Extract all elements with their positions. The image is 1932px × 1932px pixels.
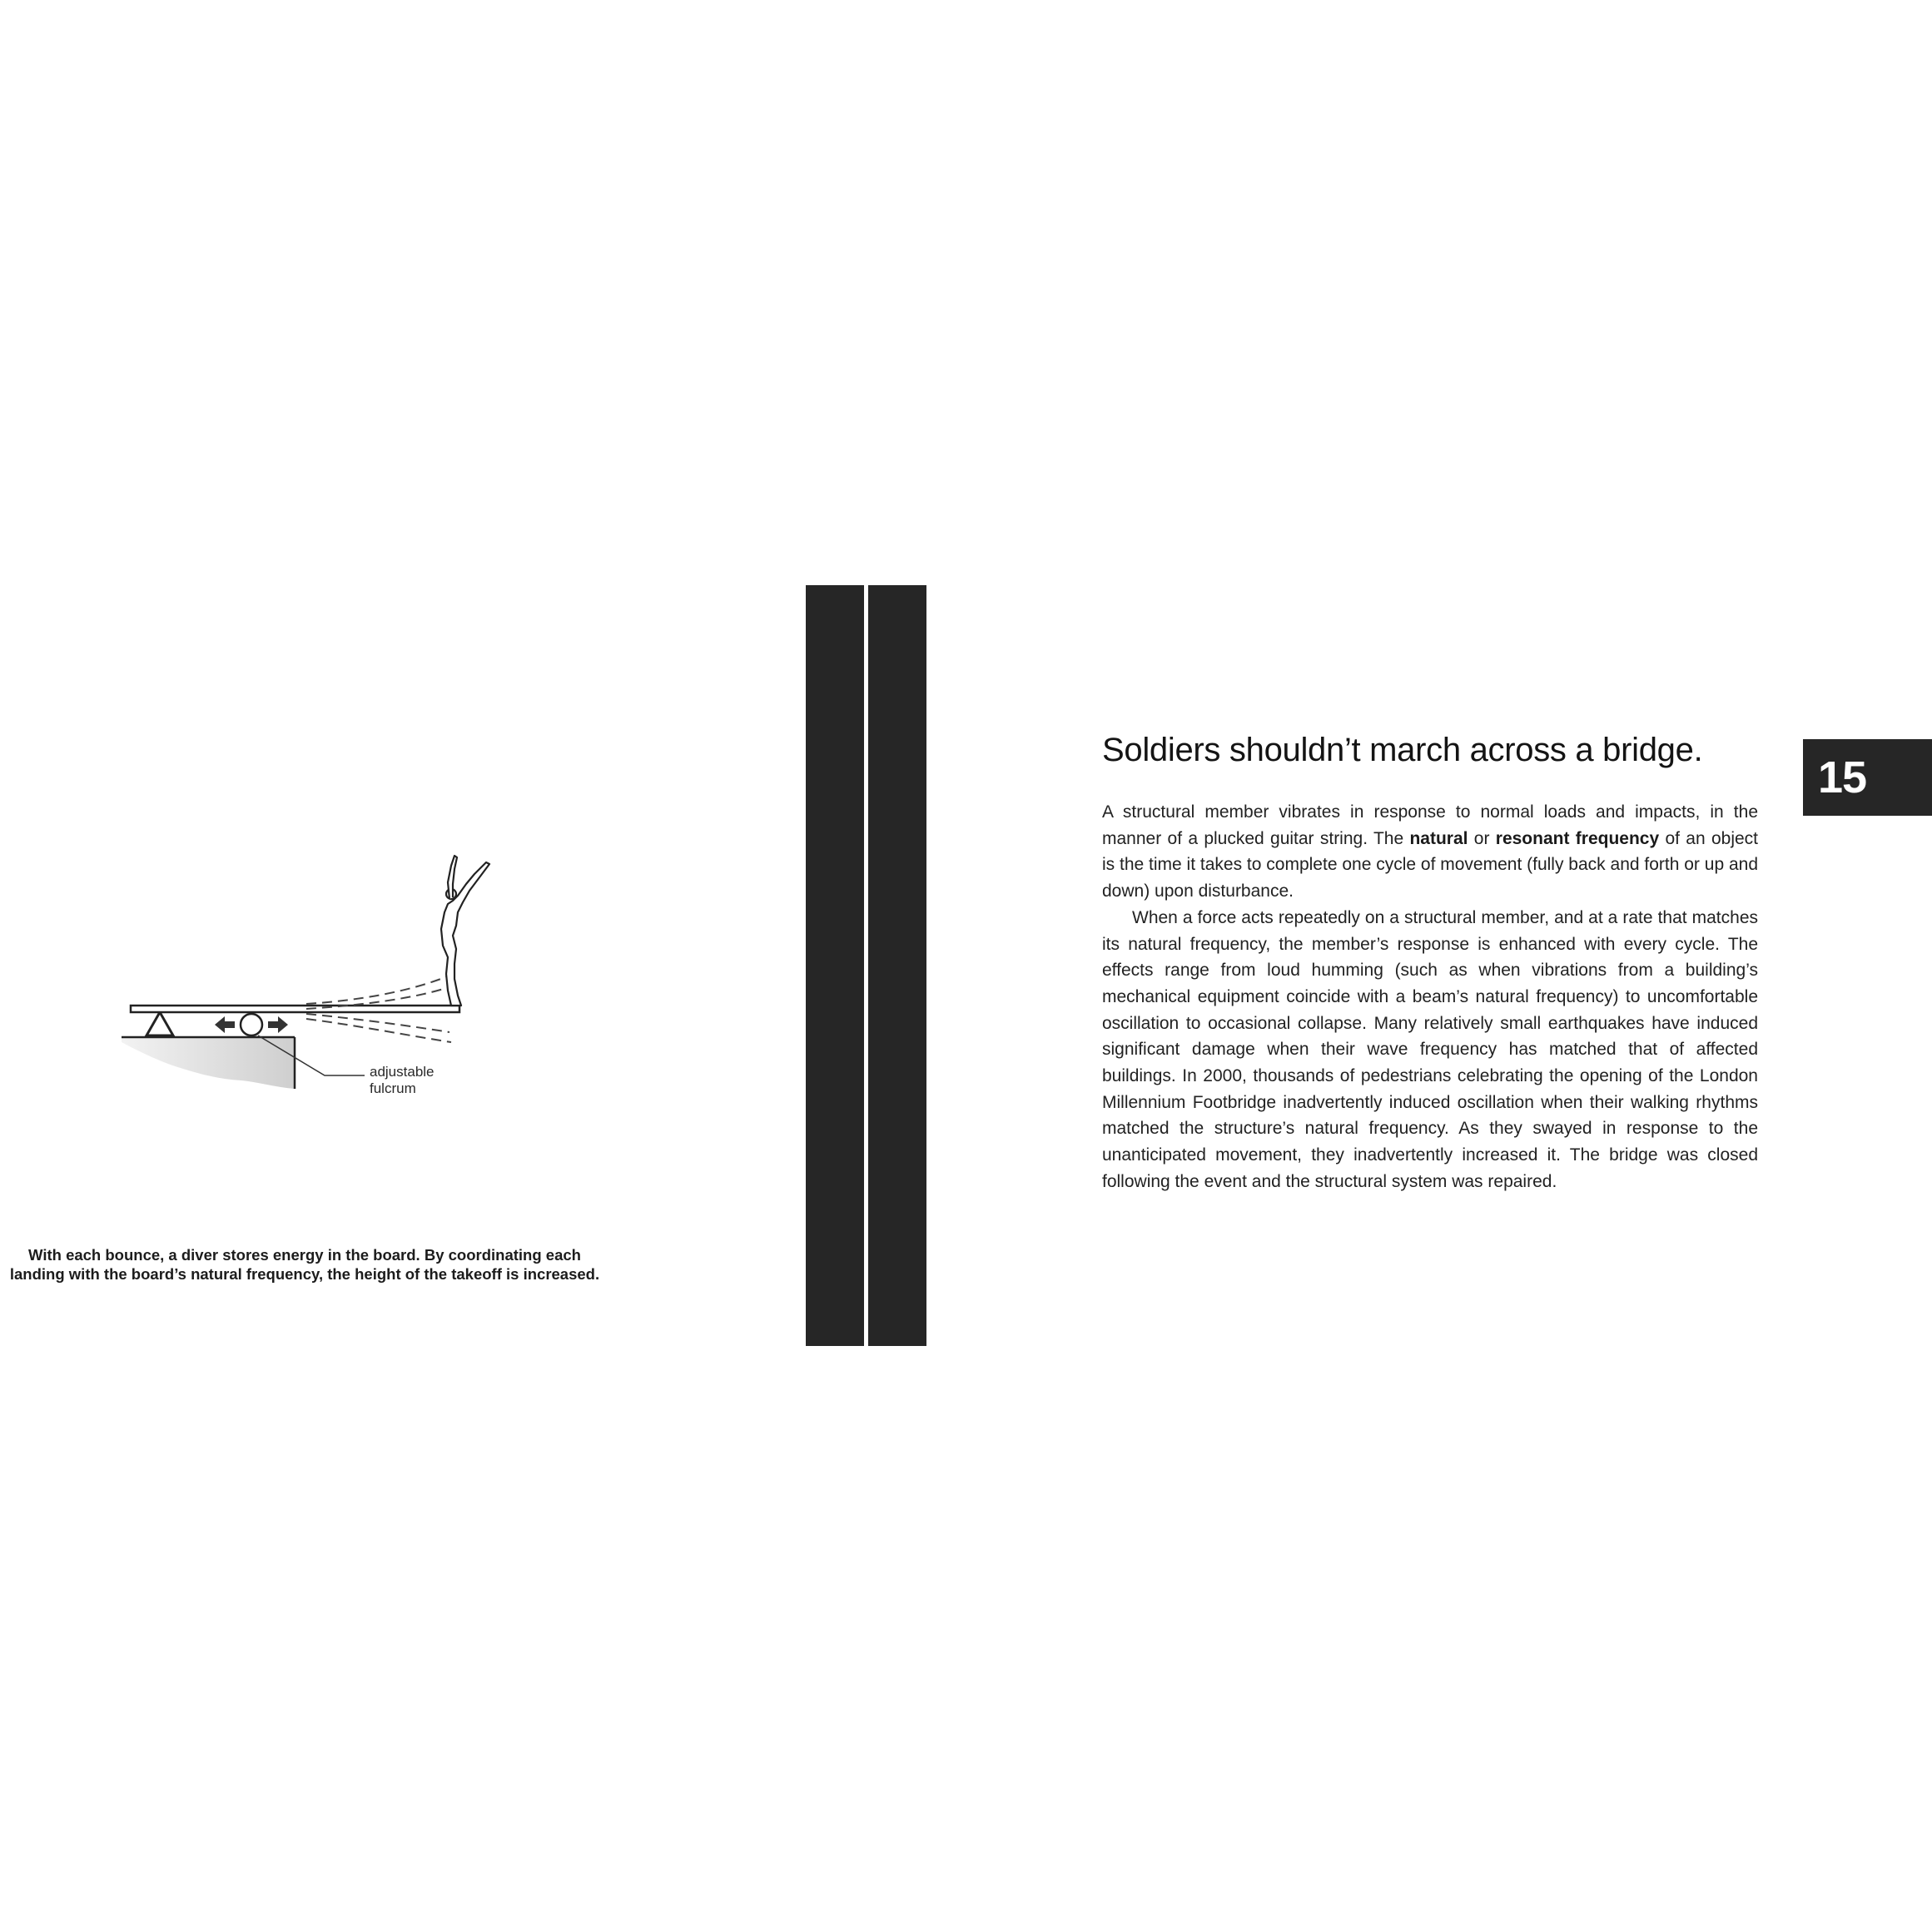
callout-line-2: fulcrum xyxy=(370,1080,416,1096)
paragraph-1-part-2: or xyxy=(1468,828,1496,848)
page-headline: Soldiers shouldn’t march across a bridge. xyxy=(1102,732,1703,768)
term-natural: natural xyxy=(1409,828,1468,848)
body-text xyxy=(1102,799,1758,1195)
term-resonant-frequency: resonant frequency xyxy=(1495,828,1660,848)
gutter-bar-right xyxy=(868,585,926,1346)
diving-board xyxy=(131,1006,459,1012)
fulcrum-roller xyxy=(241,1014,262,1036)
paragraph-2: When a force acts repeatedly on a structural member, and at a rate that matches its natural frequency, the member’s response is enhanced with every cycle. The effects range from loud humming (such as when vibrations from a building’s mechanical equipment coincide with a beam’s natural frequency) to uncomfortable oscillation to occasional collapse. Many relatively small earthquakes have induced significant damage when their wave frequency has matched that of affected buildings. In 2000, thousands of pedestrians celebrating the opening of the London Millennium Footbridge inadvertently induced oscillation when their walking rhythms matched the structure’s natural frequency. As they swayed in response to the unanticipated movement, they inadvertently increased it. The bridge was closed following the event and the structural system was repaired. xyxy=(1102,907,1758,1191)
paragraph-1-part-3: of an object is the time it takes to complete one cycle of movement (fully back and forth or up and down) upon disturbance. xyxy=(1102,828,1758,901)
page-number: 15 xyxy=(1818,752,1867,802)
callout-line-1: adjustable xyxy=(370,1064,435,1080)
arrow-left-icon xyxy=(215,1016,235,1033)
caption-line-1: With each bounce, a diver stores energy in the board. By coordinating each xyxy=(28,1246,581,1264)
gutter-bar-left xyxy=(806,585,864,1346)
pivot-triangle xyxy=(147,1012,173,1036)
paragraph-1-part-1: A structural member vibrates in response to normal loads and impacts, in the manner of a plucked guitar string. The xyxy=(1102,802,1758,848)
figure-caption xyxy=(0,1245,609,1284)
page-number-tab xyxy=(1803,739,1932,816)
paragraph-1 xyxy=(1102,799,1758,905)
caption-line-2: landing with the board’s natural frequency, the height of the takeoff is increased. xyxy=(9,1265,600,1283)
fulcrum-callout-label xyxy=(370,1064,435,1097)
ground-shading xyxy=(122,1037,295,1089)
diver-figure-icon xyxy=(441,856,489,1006)
arrow-right-icon xyxy=(268,1016,288,1033)
diving-board-diagram xyxy=(117,832,516,1115)
